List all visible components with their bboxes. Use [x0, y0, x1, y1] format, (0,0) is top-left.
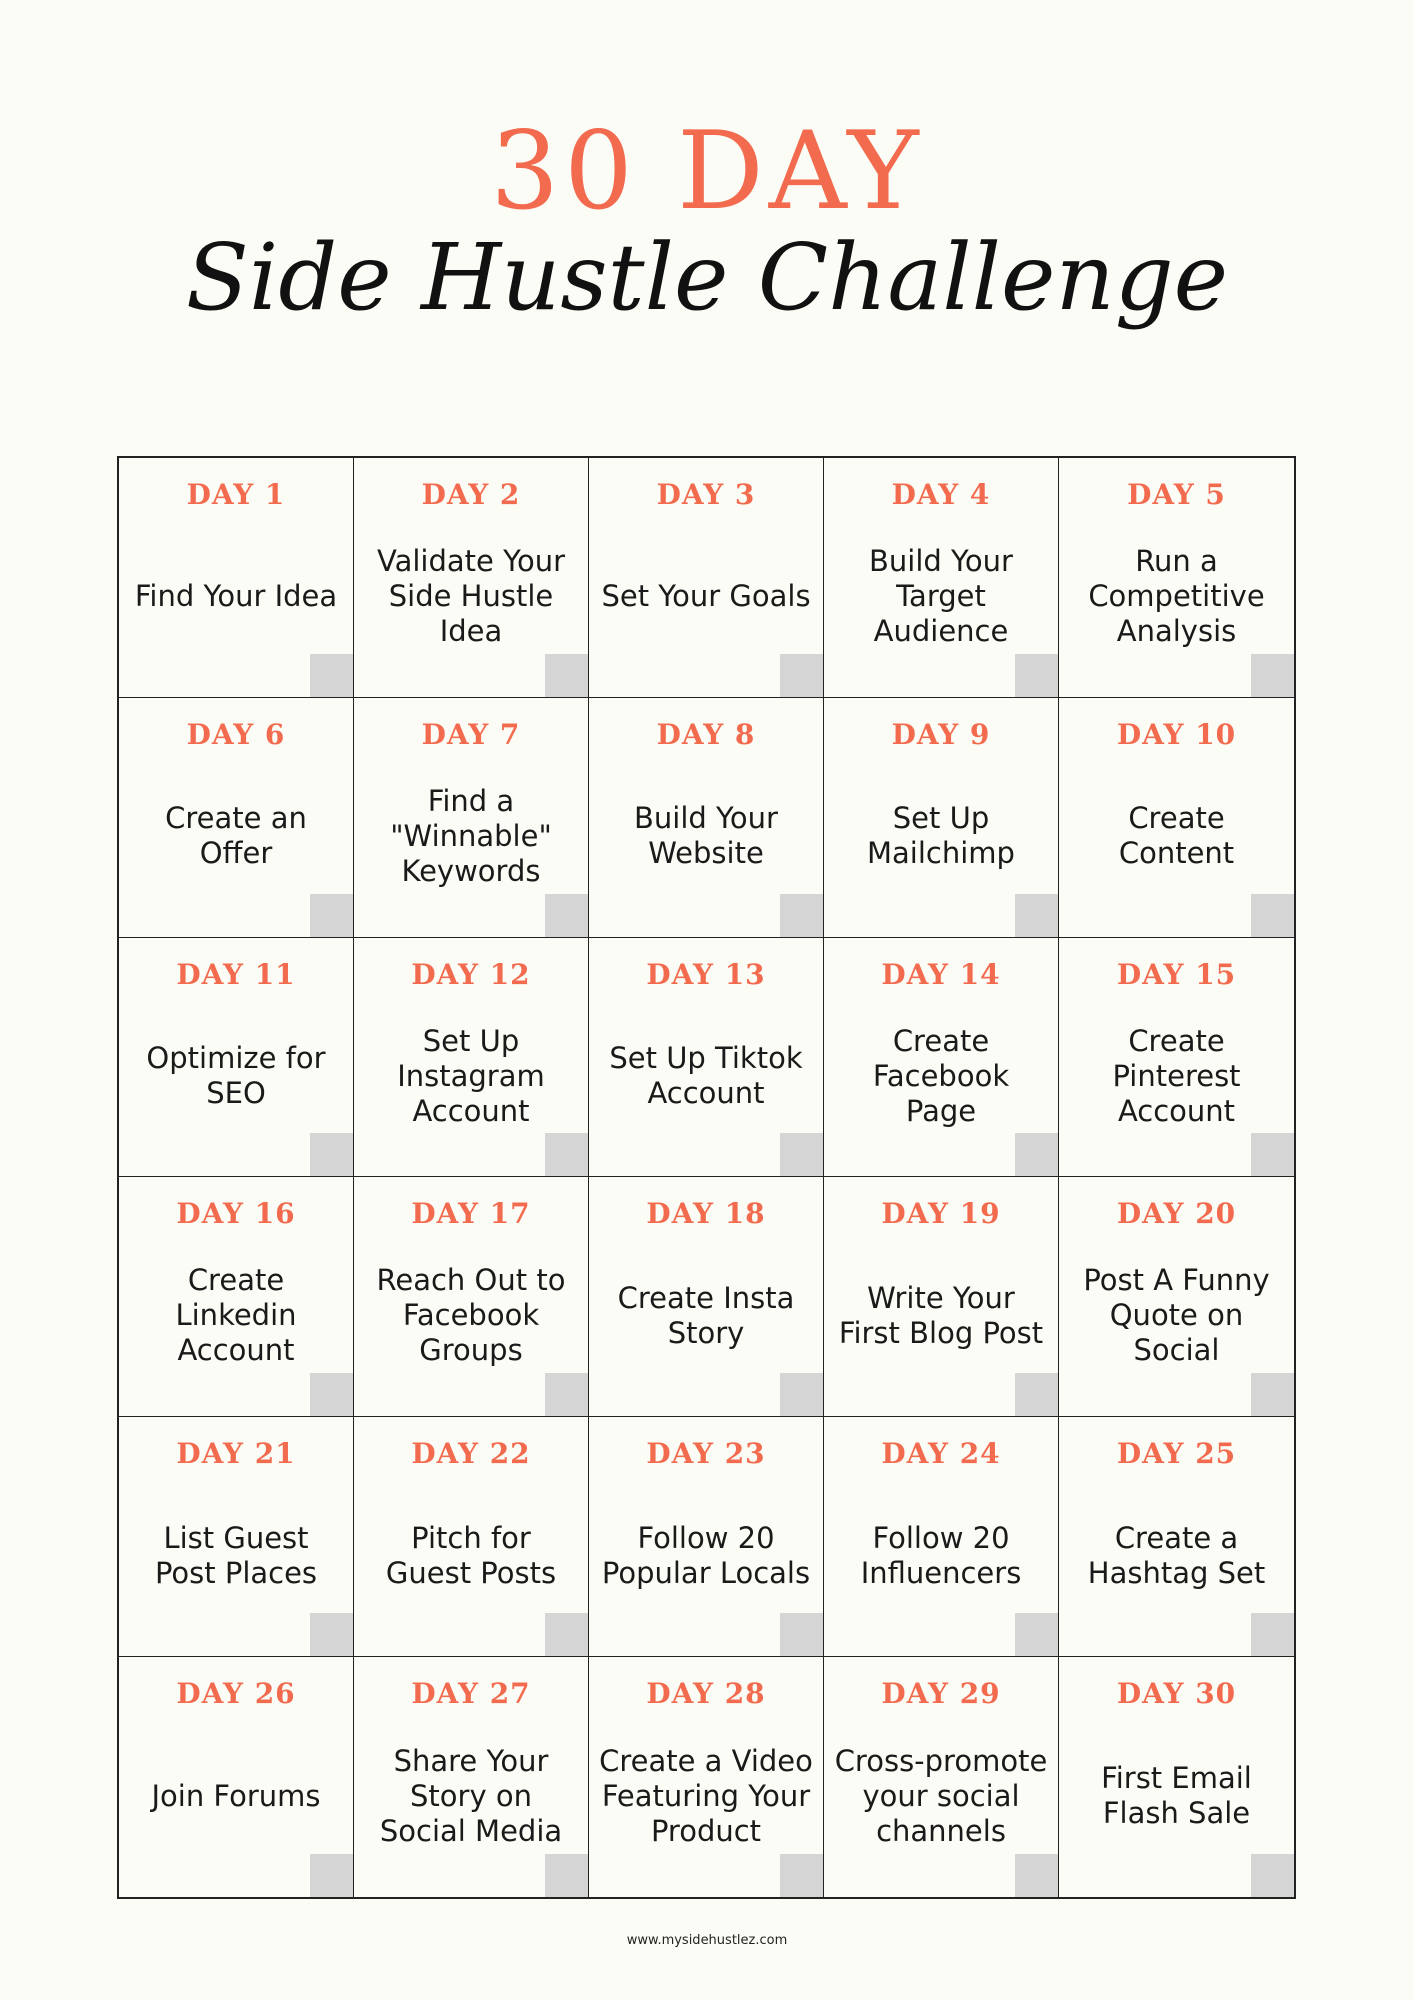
checkbox[interactable] [545, 1373, 588, 1416]
checkbox[interactable] [1015, 894, 1058, 937]
day-label: DAY 23 [646, 1437, 766, 1471]
checkbox[interactable] [1251, 1133, 1294, 1176]
checkbox[interactable] [780, 894, 823, 937]
day-task: List Guest Post Places [154, 1520, 318, 1590]
day-cell [589, 698, 824, 938]
day-label: DAY 22 [411, 1437, 531, 1471]
day-label: DAY 20 [1116, 1197, 1237, 1231]
day-cell [1059, 1417, 1294, 1657]
day-label: DAY 14 [881, 957, 1001, 991]
day-label: DAY 9 [891, 717, 991, 751]
day-task: Create a Hashtag Set [1087, 1520, 1266, 1590]
day-label: DAY 16 [176, 1197, 296, 1231]
day-cell [119, 1177, 354, 1417]
challenge-grid [117, 456, 1296, 1899]
page-title: 30 DAY [490, 109, 924, 234]
checkbox[interactable] [1015, 1854, 1058, 1897]
checkbox[interactable] [310, 1133, 353, 1176]
day-cell [119, 458, 354, 698]
checkbox[interactable] [545, 894, 588, 937]
day-task: Create Insta Story [617, 1280, 795, 1350]
day-cell [1059, 698, 1294, 938]
checkbox[interactable] [1251, 1613, 1294, 1656]
day-cell [354, 458, 589, 698]
checkbox[interactable] [1015, 1373, 1058, 1416]
checkbox[interactable] [780, 654, 823, 697]
day-task: Build Your Target Audience [869, 543, 1013, 648]
day-task: Pitch for Guest Posts [385, 1520, 557, 1590]
day-task: Share Your Story on Social Media [379, 1743, 563, 1848]
day-cell [119, 1657, 354, 1897]
day-task: Reach Out to Facebook Groups [376, 1263, 566, 1368]
checkbox[interactable] [1251, 654, 1294, 697]
checkbox[interactable] [1251, 1854, 1294, 1897]
day-task: Find Your Idea [134, 578, 338, 613]
checkbox[interactable] [1015, 654, 1058, 697]
day-cell [824, 1177, 1059, 1417]
day-cell [589, 1417, 824, 1657]
checkbox[interactable] [545, 1133, 588, 1176]
day-task: Create Linkedin Account [175, 1263, 297, 1368]
day-task: Create Content [1118, 801, 1235, 871]
day-task: Follow 20 Influencers [860, 1520, 1022, 1590]
day-cell [354, 938, 589, 1178]
day-task: First Email Flash Sale [1101, 1761, 1252, 1831]
day-cell [119, 938, 354, 1178]
day-label: DAY 24 [881, 1437, 1001, 1471]
day-cell [1059, 1657, 1294, 1897]
day-label: DAY 6 [186, 717, 286, 751]
checkbox[interactable] [1015, 1613, 1058, 1656]
day-cell [589, 1657, 824, 1897]
day-task: Set Up Tiktok Account [609, 1041, 803, 1111]
checkbox[interactable] [310, 1854, 353, 1897]
day-cell [824, 938, 1059, 1178]
day-cell [1059, 458, 1294, 698]
day-task: Run a Competitive Analysis [1088, 543, 1265, 648]
checkbox[interactable] [1251, 894, 1294, 937]
checkbox[interactable] [1251, 1373, 1294, 1416]
day-task: Validate Your Side Hustle Idea [377, 543, 565, 648]
day-cell [119, 1417, 354, 1657]
day-task: Create Facebook Page [872, 1023, 1010, 1128]
day-cell [824, 698, 1059, 938]
day-cell [824, 1417, 1059, 1657]
day-task: Set Your Goals [601, 578, 811, 613]
day-cell [354, 1177, 589, 1417]
day-label: DAY 4 [891, 478, 991, 511]
day-task: Set Up Instagram Account [397, 1023, 545, 1128]
footer-url: www.mysidehustlez.com [626, 1933, 788, 1948]
day-task: Set Up Mailchimp [867, 801, 1015, 871]
checkbox[interactable] [545, 1613, 588, 1656]
day-task: Cross-promote your social channels [834, 1743, 1048, 1848]
day-cell [824, 458, 1059, 698]
checkbox[interactable] [780, 1854, 823, 1897]
day-label: DAY 15 [1116, 957, 1237, 991]
day-label: DAY 11 [176, 957, 296, 991]
day-task: Post A Funny Quote on Social [1083, 1263, 1270, 1368]
day-cell [354, 1417, 589, 1657]
day-label: DAY 26 [176, 1677, 296, 1711]
day-label: DAY 7 [421, 717, 521, 751]
day-task: Follow 20 Popular Locals [601, 1520, 811, 1590]
day-task: Optimize for SEO [146, 1041, 326, 1111]
day-cell [589, 1177, 824, 1417]
day-label: DAY 17 [411, 1197, 531, 1231]
checkbox[interactable] [310, 654, 353, 697]
day-cell [354, 1657, 589, 1897]
checkbox[interactable] [780, 1613, 823, 1656]
day-task: Write Your First Blog Post [838, 1280, 1044, 1350]
checkbox[interactable] [310, 1373, 353, 1416]
day-label: DAY 5 [1127, 478, 1226, 511]
day-label: DAY 30 [1116, 1677, 1237, 1711]
checkbox[interactable] [780, 1133, 823, 1176]
day-cell [119, 698, 354, 938]
checkbox[interactable] [310, 894, 353, 937]
checkbox[interactable] [1015, 1133, 1058, 1176]
day-label: DAY 13 [646, 957, 766, 991]
day-task: Join Forums [151, 1778, 321, 1813]
checkbox[interactable] [545, 1854, 588, 1897]
day-label: DAY 12 [411, 957, 531, 991]
day-task: Create Pinterest Account [1112, 1023, 1241, 1128]
day-label: DAY 3 [656, 478, 756, 511]
day-label: DAY 8 [656, 717, 756, 751]
day-cell [1059, 938, 1294, 1178]
day-label: DAY 19 [881, 1197, 1001, 1231]
day-label: DAY 25 [1116, 1437, 1237, 1471]
day-label: DAY 28 [646, 1677, 766, 1711]
checkbox[interactable] [545, 654, 588, 697]
checkbox[interactable] [780, 1373, 823, 1416]
day-cell [354, 698, 589, 938]
day-task: Create a Video Featuring Your Product [599, 1743, 813, 1848]
day-cell [824, 1657, 1059, 1897]
day-label: DAY 18 [646, 1197, 766, 1231]
day-cell [589, 458, 824, 698]
day-cell [589, 938, 824, 1178]
day-label: DAY 2 [421, 478, 521, 511]
day-task: Create an Offer [165, 801, 307, 871]
day-label: DAY 21 [176, 1437, 296, 1471]
day-label: DAY 10 [1116, 717, 1237, 751]
checkbox[interactable] [310, 1613, 353, 1656]
day-task: Find a "Winnable" Keywords [390, 783, 552, 888]
day-cell [1059, 1177, 1294, 1417]
day-task: Build Your Website [634, 801, 778, 871]
day-label: DAY 1 [186, 478, 286, 511]
day-label: DAY 27 [411, 1677, 531, 1711]
day-label: DAY 29 [881, 1677, 1001, 1711]
page-subtitle: Side Hustle Challenge [185, 224, 1229, 331]
